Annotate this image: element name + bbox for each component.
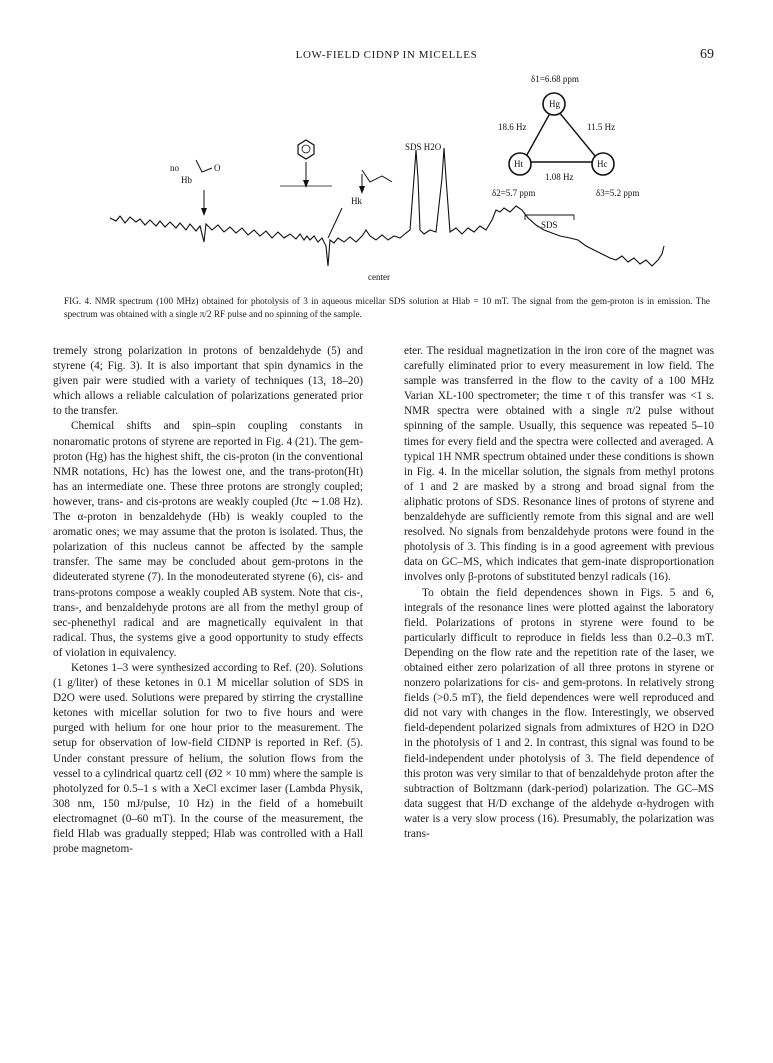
label-ht: Ht	[514, 159, 523, 169]
aldehyde-structure	[196, 160, 212, 172]
benzene-ring-icon	[298, 140, 314, 159]
figure-caption: FIG. 4. NMR spectrum (100 MHz) obtained for photolysis of 3 in aqueous micellar SDS solution at Hlab = 10 mT. The signal from the gem-proton is in emission. The spectrum was obtained with a single π/2 RF pulse and no spinning of the sample.	[64, 296, 710, 319]
label-j-gt: 18.6 Hz	[498, 122, 527, 132]
label-hb: Hb	[181, 175, 192, 185]
arrowhead-styrene	[359, 186, 365, 194]
right-paragraph-1: eter. The residual magnetization in the iron core of the magnet was carefully eliminated prior to every measurement in low field. The sample was transferred in the flow to the cavity of a 100 MHz Varian XL-100 spectrometer; the time τ of this transfer was <1 s. NMR spectra were obtained with a single π/2 pulse without spinning of the sample. Usually, this sequence was repeated 5–10 times for every field and the spectra were collected and averaged. A typical 1H NMR spectrum obtained under these conditions is shown in Fig. 4. In the micellar solution, the signals from methyl protons of 1 and 2 are masked by a strong and broad signal from the aliphatic protons of SDS. Resonance lines of protons of styrene and benzaldehyde are sufficiently remote from this signal and are well resolved. No signals from benzaldehyde protons were found in the photolysis of 3. This finding is in a good agreement with previous data on GC–MS, which indicates that gem-inate disproportionation involves only β-protons of substituted benzyl radicals (16).	[404, 345, 714, 584]
label-center: center	[368, 272, 390, 282]
left-column	[53, 344, 363, 857]
label-no: no	[170, 163, 179, 173]
nmr-spectrum-figure	[100, 70, 700, 290]
label-hg: Hg	[549, 99, 560, 109]
aldehyde-o: O	[214, 163, 221, 173]
label-delta2: δ2=5.7 ppm	[492, 188, 536, 198]
label-delta3: δ3=5.2 ppm	[596, 188, 640, 198]
left-paragraph-2: Chemical shifts and spin–spin coupling constants in nonaromatic protons of styrene are reported in Fig. 4 (21). The gem-proton (Hg) has the highest shift, the cis-proton (in the conventional NMR notations, Hc) has the lowest one, and the trans-proton(Ht) has an intermediate one. These three protons are strongly coupled; however, trans- and cis-protons are weakly coupled (Jtc ∼1.08 Hz). The α-proton in benzaldehyde (Hb) is weakly coupled to the aromatic ones; we may assume that the proton is isolated. Thus, the polarization of this nucleus cannot be affected by the sample transfer. The same may be concluded about gem-protons in the dideuterated styrene (7). In the monodeuterated styrene (6), cis- and trans-protons compose a weakly coupled AB system. Note that cis-, trans-, and benzaldehyde protons are all from the methyl group of sec-phenethyl radical and are magnetically equivalent in that radical. Thus, the systems give a good opportunity to study effects of violation in equivalency.	[53, 420, 363, 659]
label-hk: Hk	[351, 196, 362, 206]
right-paragraph-2: To obtain the field dependences shown in Figs. 5 and 6, integrals of the resonance lines were plotted against the laboratory field. Polarizations of protons in styrene were found to be particularly difficult to reproduce in fields less than 0.2–0.3 mT. Depending on the flow rate and the repetition rate of the laser, we obtained either zero polarization of all three protons in styrene or nonzero polarizations for cis- and gem-protons. In relatively strong fields (>0.5 mT), the field dependences were well reproduced and did not vary with changes in the flow. Interestingly, we observed field-dependent polarized signals from admixtures of H2O in D2O in the photolysis of 1 and 2. In contrast, this signal was found to be field-independent under photolysis of 3. The field dependence of this proton was very similar to that of benzaldehyde proton after the subtraction of Boltzmann (dark-period) polarization. The GC–MS data suggest that H/D exchange of the aldehyde α-hydrogen with water is a very slow process (16). Presumably, the polarization was trans-	[404, 586, 714, 840]
running-title: LOW-FIELD CIDNP IN MICELLES	[295, 49, 478, 61]
label-hc: Hc	[597, 159, 608, 169]
page-number: 69	[700, 47, 714, 62]
nmr-spectrum-svg	[100, 70, 700, 290]
label-sds: SDS	[541, 220, 558, 230]
label-sds-h2o: SDS H2O	[405, 142, 442, 152]
nmr-trace	[110, 148, 664, 266]
label-j-gc: 11.5 Hz	[587, 122, 616, 132]
coupling-edge-gc	[554, 106, 600, 162]
label-delta1: δ1=6.68 ppm	[531, 74, 579, 84]
arrow-gem-proton	[328, 208, 342, 238]
label-j-tc: 1.08 Hz	[545, 172, 574, 182]
benzene-inner-circle	[302, 145, 310, 153]
left-paragraph-3: Ketones 1–3 were synthesized according to Ref. (20). Solutions (1 g/liter) of these ketones in 0.1 M micellar solution of SDS in D2O were used. Solutions were prepared by stirring the crystalline ketones with micellar solution for two to five hours and were purged with helium for one hour prior to the measurement. The setup for observation of low-field CIDNP is reported in Ref. (5). Under constant pressure of helium, the solution flows from the vessel to a cylindrical quartz cell (Ø2 × 10 mm) where the sample is photolyzed for 0.5–1 s with a XeCl excimer laser (Lambda Physik, 308 nm, 150 mJ/pulse, 10 Hz) in the field of a homebuilt electromagnet (0–60 mT). In the course of the measurement, the field Hlab was gradually stepped; Hlab was controlled with a Hall probe magnetom-	[53, 661, 363, 856]
arrowhead-benzaldehyde	[201, 208, 207, 216]
styrene-structure	[362, 170, 392, 182]
right-column	[404, 344, 714, 842]
left-paragraph-1: tremely strong polarization in protons of benzaldehyde (5) and styrene (4; Fig. 3). It is also important that spin dynamics in the given pair were studied with a variety of techniques (13, 18–20) which allows a reliable calculation of polarizations generated prior to the transfer.	[53, 345, 363, 418]
arrowhead-aromatic	[303, 180, 309, 188]
